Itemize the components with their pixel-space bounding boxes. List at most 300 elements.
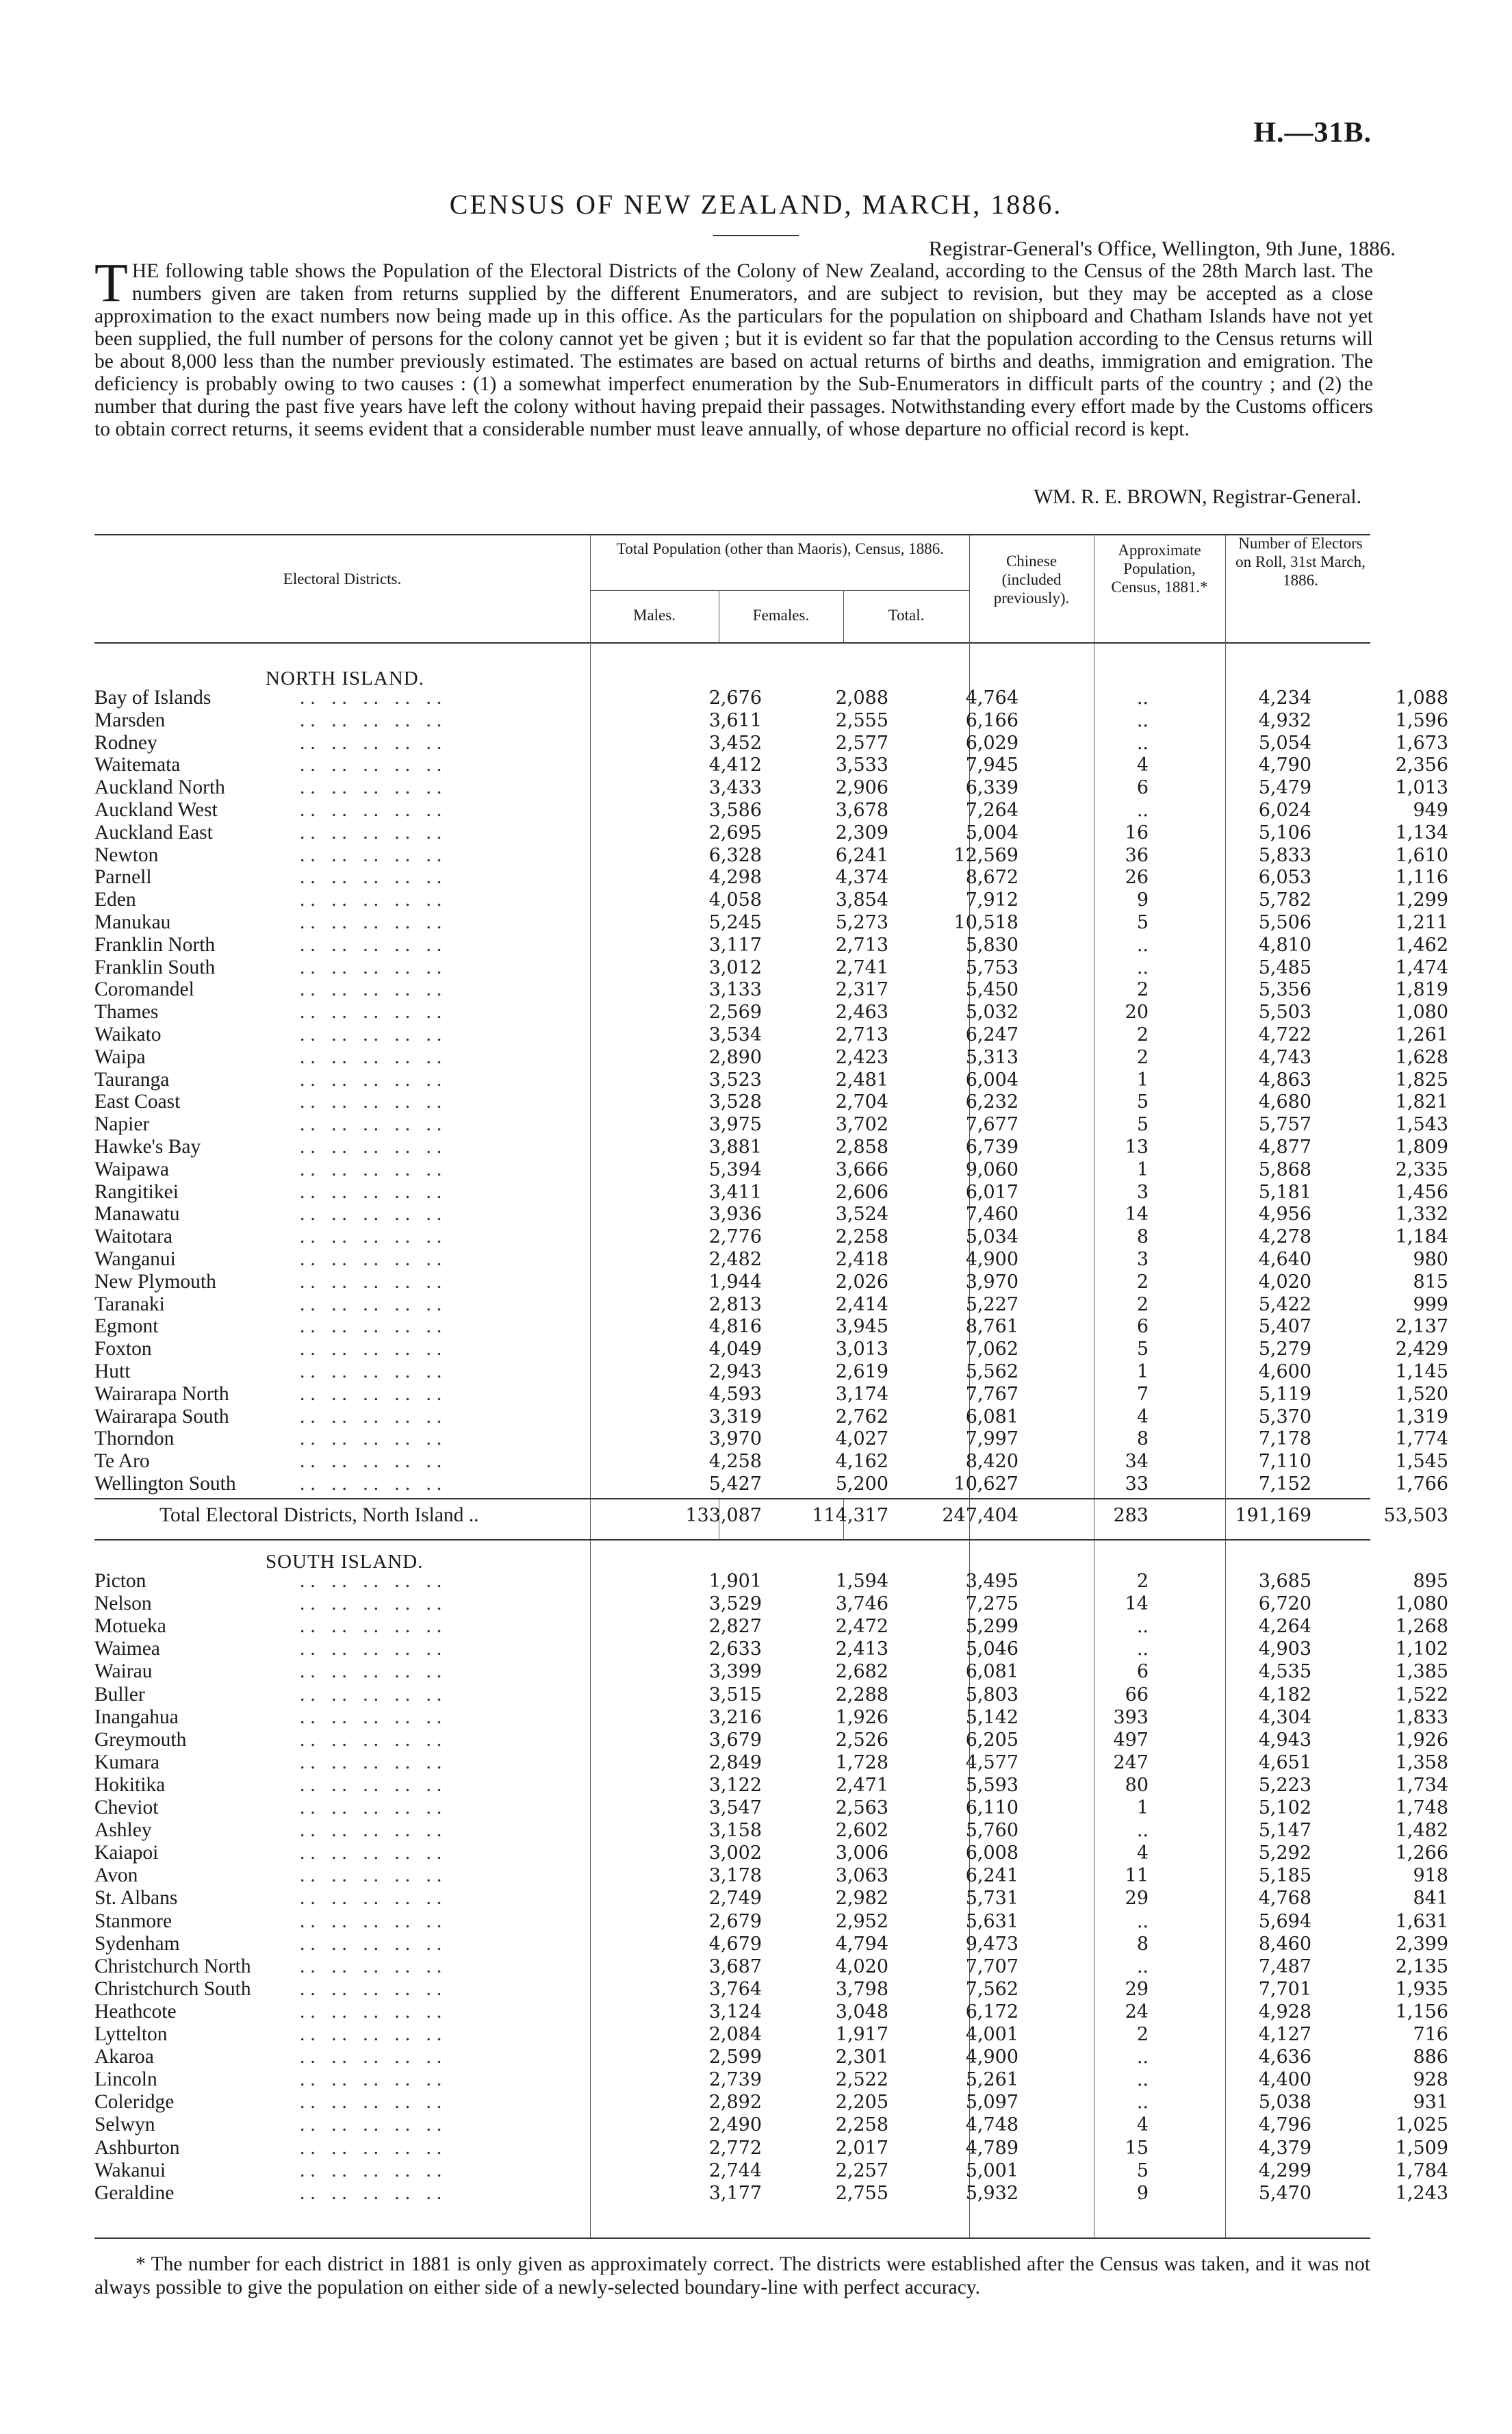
leader-dots: .. .. .. .. .. (300, 1977, 448, 2000)
approx-1881: 5,119 (1258, 1383, 1311, 1405)
table-row (94, 2091, 1448, 2114)
district-name: Hutt (94, 1360, 131, 1382)
leader-dots: .. .. .. .. .. (300, 776, 448, 799)
females: 2,418 (835, 1249, 888, 1270)
chinese: 2 (1136, 1571, 1149, 1592)
males: 3,970 (708, 1428, 762, 1450)
header-males: Males. (633, 607, 676, 624)
females: 2,555 (835, 709, 888, 731)
males: 3,122 (708, 1774, 762, 1796)
district-name: Newton (94, 844, 159, 866)
males: 2,776 (708, 1226, 762, 1248)
males: 3,452 (708, 732, 762, 754)
chinese: 6 (1136, 777, 1149, 799)
leader-dots: .. .. .. .. .. (300, 1955, 448, 1977)
chinese: .. (1136, 2092, 1149, 2114)
electors: 1,088 (1395, 687, 1448, 709)
males: 2,739 (708, 2069, 762, 2091)
chinese: 4 (1136, 1842, 1149, 1864)
electors: 1,545 (1395, 1451, 1448, 1473)
chinese: .. (1136, 732, 1149, 754)
females: 2,704 (835, 1091, 888, 1113)
males: 2,695 (708, 822, 762, 844)
females: 2,522 (835, 2069, 888, 2091)
total: 9,060 (965, 1158, 1018, 1180)
females: 2,563 (835, 1797, 888, 1818)
district-name: Stanmore (94, 1910, 172, 1932)
total: 6,004 (965, 1069, 1018, 1091)
district-name: Geraldine (94, 2181, 175, 2204)
females: 2,606 (835, 1181, 888, 1203)
electors: 1,102 (1395, 1638, 1448, 1660)
females: 1,728 (835, 1751, 888, 1773)
table-row (94, 844, 1448, 867)
males: 3,529 (708, 1593, 762, 1615)
males: 4,049 (708, 1339, 762, 1360)
table-row (94, 1203, 1448, 1226)
header-total: Total. (888, 607, 925, 624)
total: 6,017 (965, 1181, 1018, 1203)
table-row (94, 1293, 1448, 1316)
males: 3,433 (708, 777, 762, 799)
total: 6,232 (965, 1091, 1018, 1113)
females: 2,309 (835, 822, 888, 844)
approx-1881: 4,535 (1258, 1661, 1311, 1683)
total: 7,767 (965, 1383, 1018, 1405)
district-name: Manawatu (94, 1203, 180, 1226)
leader-dots: .. .. .. .. .. (300, 1270, 448, 1293)
females: 2,741 (835, 956, 888, 978)
electors: 1,184 (1395, 1226, 1448, 1248)
chinese: 1 (1136, 1158, 1149, 1180)
electors: 931 (1413, 2092, 1448, 2114)
total-females: 114,317 (812, 1505, 888, 1526)
electors: 2,399 (1395, 1933, 1448, 1955)
females: 2,414 (835, 1293, 888, 1315)
total: 5,932 (965, 2182, 1018, 2204)
leader-dots: .. .. .. .. .. (300, 1570, 448, 1592)
total: 5,046 (965, 1638, 1018, 1660)
males: 3,534 (708, 1024, 762, 1045)
table-row (94, 2136, 1448, 2159)
total-label: Total Electoral Districts, North Island .. (159, 1504, 479, 1526)
district-name: Motueka (94, 1615, 166, 1638)
males: 3,528 (708, 1091, 762, 1113)
approx-1881: 4,600 (1258, 1361, 1311, 1382)
table-row (94, 731, 1448, 755)
chinese: 4 (1136, 755, 1149, 776)
total: 7,275 (965, 1593, 1018, 1615)
approx-1881: 4,127 (1258, 2024, 1311, 2045)
electors: 980 (1413, 1249, 1448, 1270)
table-row (94, 1113, 1448, 1136)
females: 4,794 (835, 1933, 888, 1955)
males: 4,412 (708, 755, 762, 776)
district-name: Waimea (94, 1638, 160, 1660)
table-row (94, 933, 1448, 956)
leader-dots: .. .. .. .. .. (300, 1683, 448, 1706)
approx-1881: 7,152 (1258, 1473, 1311, 1495)
males: 2,084 (708, 2024, 762, 2045)
district-name: Napier (94, 1113, 150, 1136)
females: 3,048 (835, 2001, 888, 2023)
district-name: Marsden (94, 709, 166, 731)
table-row (94, 1450, 1448, 1473)
table-row (94, 1001, 1448, 1024)
approx-1881: 5,506 (1258, 912, 1311, 933)
electors: 928 (1413, 2069, 1448, 2091)
leader-dots: .. .. .. .. .. (300, 844, 448, 866)
females: 2,413 (835, 1638, 888, 1660)
electors: 1,134 (1395, 822, 1448, 844)
approx-1881: 4,722 (1258, 1024, 1311, 1045)
leader-dots: .. .. .. .. .. (300, 1315, 448, 1338)
approx-1881: 5,782 (1258, 889, 1311, 911)
district-name: Te Aro (94, 1450, 150, 1473)
total: 6,172 (965, 2001, 1018, 2023)
males: 2,676 (708, 687, 762, 709)
approx-1881: 4,278 (1258, 1226, 1311, 1248)
district-name: Wakanui (94, 2159, 166, 2181)
females: 2,906 (835, 777, 888, 799)
females: 2,619 (835, 1361, 888, 1382)
chinese: 2 (1136, 979, 1149, 1001)
total: 4,577 (965, 1751, 1018, 1773)
females: 2,713 (835, 1024, 888, 1045)
leader-dots: .. .. .. .. .. (300, 1638, 448, 1660)
males: 3,216 (708, 1706, 762, 1728)
approx-1881: 5,694 (1258, 1910, 1311, 1932)
electors: 1,243 (1395, 2182, 1448, 2204)
district-name: Christchurch South (94, 1977, 251, 2000)
leader-dots: .. .. .. .. .. (300, 2068, 448, 2091)
males: 3,399 (708, 1661, 762, 1683)
females: 2,762 (835, 1406, 888, 1428)
approx-1881: 4,877 (1258, 1137, 1311, 1158)
males: 4,058 (708, 889, 762, 911)
table-row (94, 1910, 1448, 1933)
total: 7,912 (965, 889, 1018, 911)
electors: 2,135 (1395, 1955, 1448, 1977)
approx-1881: 4,790 (1258, 755, 1311, 776)
total: 5,450 (965, 979, 1018, 1001)
total: 5,562 (965, 1361, 1018, 1382)
chinese: 7 (1136, 1383, 1149, 1405)
males: 3,687 (708, 1955, 762, 1977)
table-row (94, 2023, 1448, 2046)
approx-1881: 7,178 (1258, 1428, 1311, 1450)
electors: 1,734 (1395, 1774, 1448, 1796)
approx-1881: 5,503 (1258, 1002, 1311, 1024)
district-name: Franklin North (94, 933, 216, 956)
females: 5,273 (835, 912, 888, 933)
females: 3,524 (835, 1204, 888, 1226)
males: 2,892 (708, 2092, 762, 2114)
chinese: 11 (1125, 1865, 1149, 1887)
footnote: * The number for each district in 1881 is only given as approximately correct. The districts were established after the Census was taken, and it was not always possible to give the population on either side of a newly-selected boundary-line with perfect accuracy. (94, 2253, 1370, 2298)
header-females: Females. (752, 607, 810, 624)
leader-dots: .. .. .. .. .. (300, 978, 448, 1001)
table-row (94, 1360, 1448, 1383)
total: 5,830 (965, 934, 1018, 956)
table-row (94, 687, 1448, 709)
females: 4,162 (835, 1451, 888, 1473)
district-name: Auckland North (94, 776, 225, 799)
total: 5,032 (965, 1002, 1018, 1024)
chinese: .. (1136, 2069, 1149, 2091)
approx-1881: 4,810 (1258, 934, 1311, 956)
district-name: Waitemata (94, 754, 181, 776)
table-row (94, 1248, 1448, 1271)
approx-1881: 4,636 (1258, 2046, 1311, 2068)
leader-dots: .. .. .. .. .. (300, 821, 448, 844)
males: 3,936 (708, 1204, 762, 1226)
leader-dots: .. .. .. .. .. (300, 1473, 448, 1495)
table-row (94, 1024, 1448, 1046)
leader-dots: .. .. .. .. .. (300, 1113, 448, 1136)
total-electors: 53,503 (1383, 1505, 1448, 1526)
females: 2,481 (835, 1069, 888, 1091)
females: 3,702 (835, 1114, 888, 1136)
electors: 1,145 (1395, 1361, 1448, 1382)
leader-dots: .. .. .. .. .. (300, 1660, 448, 1683)
chinese: 1 (1136, 1797, 1149, 1818)
males: 3,611 (708, 709, 762, 731)
district-name: Sydenham (94, 1932, 180, 1955)
table-bottom-rule (94, 2237, 1370, 2239)
electors: 716 (1413, 2024, 1448, 2045)
leader-dots: .. .. .. .. .. (300, 1068, 448, 1091)
table-row (94, 1473, 1448, 1495)
district-name: Inangahua (94, 1706, 179, 1728)
table-row (94, 1977, 1448, 2001)
electors: 1,080 (1395, 1593, 1448, 1615)
approx-1881: 4,796 (1258, 2114, 1311, 2136)
table-row (94, 2000, 1448, 2023)
leader-dots: .. .. .. .. .. (300, 754, 448, 776)
total-males: 133,087 (685, 1505, 762, 1526)
district-name: Hawke's Bay (94, 1136, 201, 1158)
females: 3,678 (835, 800, 888, 821)
electors: 895 (1413, 1571, 1448, 1592)
total: 5,142 (965, 1706, 1018, 1728)
header-districts: Electoral Districts. (283, 570, 402, 587)
electors: 1,156 (1395, 2001, 1448, 2023)
approx-1881: 5,868 (1258, 1158, 1311, 1180)
total: 5,001 (965, 2159, 1018, 2181)
chinese: 6 (1136, 1316, 1149, 1338)
chinese: 2 (1136, 1046, 1149, 1068)
electors: 1,456 (1395, 1181, 1448, 1203)
females: 3,174 (835, 1383, 888, 1405)
district-name: Christchurch North (94, 1955, 251, 1977)
district-name: Buller (94, 1683, 145, 1706)
electors: 2,137 (1395, 1316, 1448, 1338)
leader-dots: .. .. .. .. .. (300, 2091, 448, 2114)
district-name: Franklin South (94, 956, 216, 978)
approx-1881: 4,264 (1258, 1616, 1311, 1638)
electors: 1,482 (1395, 1820, 1448, 1842)
north-total-top-rule (94, 1498, 1370, 1499)
leader-dots: .. .. .. .. .. (300, 889, 448, 911)
chinese: .. (1136, 1910, 1149, 1932)
electors: 918 (1413, 1865, 1448, 1887)
table-row (94, 799, 1448, 822)
leader-dots: .. .. .. .. .. (300, 911, 448, 933)
females: 2,258 (835, 2114, 888, 2136)
electors: 1,385 (1395, 1661, 1448, 1683)
chinese: .. (1136, 800, 1149, 821)
district-name: Wanganui (94, 1248, 176, 1270)
total: 5,753 (965, 956, 1018, 978)
chinese: 1 (1136, 1361, 1149, 1382)
district-name: Kaiapoi (94, 1842, 159, 1864)
district-name: Heathcote (94, 2000, 177, 2023)
chinese: .. (1136, 709, 1149, 731)
leader-dots: .. .. .. .. .. (300, 1819, 448, 1842)
approx-1881: 7,701 (1258, 1978, 1311, 2000)
males: 4,816 (708, 1316, 762, 1338)
females: 2,602 (835, 1820, 888, 1842)
females: 4,374 (835, 867, 888, 889)
electors: 1,774 (1395, 1428, 1448, 1450)
approx-1881: 5,038 (1258, 2092, 1311, 2114)
females: 2,952 (835, 1910, 888, 1932)
electors: 886 (1413, 2046, 1448, 2068)
electors: 1,266 (1395, 1842, 1448, 1864)
electors: 1,261 (1395, 1024, 1448, 1045)
electors: 1,332 (1395, 1204, 1448, 1226)
header-chinese: Chinese (included previously). (993, 553, 1070, 607)
chinese: .. (1136, 1820, 1149, 1842)
males: 4,679 (708, 1933, 762, 1955)
males: 3,124 (708, 2001, 762, 2023)
total: 6,205 (965, 1729, 1018, 1751)
total: 5,097 (965, 2092, 1018, 2114)
district-name: Selwyn (94, 2114, 155, 2136)
males: 3,881 (708, 1137, 762, 1158)
males: 3,764 (708, 1978, 762, 2000)
table-row (94, 1405, 1448, 1428)
leader-dots: .. .. .. .. .. (300, 1797, 448, 1818)
district-name: Waipa (94, 1045, 146, 1068)
males: 5,394 (708, 1158, 762, 1180)
total: 7,997 (965, 1428, 1018, 1450)
leader-dots: .. .. .. .. .. (300, 933, 448, 956)
total: 3,495 (965, 1571, 1018, 1592)
leader-dots: .. .. .. .. .. (300, 1001, 448, 1024)
chinese: 24 (1125, 2001, 1149, 2023)
table-row (94, 2159, 1448, 2182)
total: 5,760 (965, 1820, 1018, 1842)
district-name: Bay of Islands (94, 687, 212, 709)
district-name: Lyttelton (94, 2023, 168, 2045)
approx-1881: 6,720 (1258, 1593, 1311, 1615)
approx-1881: 5,102 (1258, 1797, 1311, 1818)
electors: 1,509 (1395, 2137, 1448, 2159)
table-row (94, 776, 1448, 799)
district-name: Kumara (94, 1751, 160, 1773)
chinese: 6 (1136, 1661, 1149, 1683)
table-row (94, 2068, 1448, 2091)
chinese: .. (1136, 1955, 1149, 1977)
approx-1881: 5,054 (1258, 732, 1311, 754)
district-name: Wairau (94, 1660, 153, 1683)
electors: 1,211 (1395, 912, 1448, 933)
approx-1881: 5,223 (1258, 1774, 1311, 1796)
electors: 1,474 (1395, 956, 1448, 978)
chinese: 14 (1125, 1204, 1149, 1226)
table-row (94, 1091, 1448, 1113)
total: 5,803 (965, 1684, 1018, 1706)
table-top-rule (94, 534, 1370, 535)
district-name: Rodney (94, 731, 157, 754)
electors: 999 (1413, 1293, 1448, 1315)
table-row (94, 1382, 1448, 1406)
leader-dots: .. .. .. .. .. (300, 1910, 448, 1932)
table-row (94, 821, 1448, 844)
total: 4,900 (965, 2046, 1018, 2068)
leader-dots: .. .. .. .. .. (300, 1887, 448, 1910)
district-name: Nelson (94, 1593, 152, 1615)
leader-dots: .. .. .. .. .. (300, 1045, 448, 1068)
females: 2,088 (835, 687, 888, 709)
electors: 1,610 (1395, 844, 1448, 866)
males: 3,319 (708, 1406, 762, 1428)
chinese: 9 (1136, 2182, 1149, 2204)
females: 2,288 (835, 1684, 888, 1706)
males: 3,002 (708, 1842, 762, 1864)
males: 1,944 (708, 1271, 762, 1293)
approx-1881: 5,470 (1258, 2182, 1311, 2204)
district-name: Rangitikei (94, 1180, 179, 1203)
approx-1881: 4,400 (1258, 2069, 1311, 2091)
approx-1881: 4,903 (1258, 1638, 1311, 1660)
chinese: 15 (1125, 2137, 1149, 2159)
males: 3,012 (708, 956, 762, 978)
table-row (94, 866, 1448, 889)
leader-dots: .. .. .. .. .. (300, 1360, 448, 1382)
chinese: .. (1136, 1616, 1149, 1638)
electors: 1,935 (1395, 1978, 1448, 2000)
table-row (94, 1706, 1448, 1729)
females: 1,594 (835, 1571, 888, 1592)
males: 2,569 (708, 1002, 762, 1024)
header-approx-population: Approximate Population, Census, 1881.* (1111, 542, 1208, 596)
males: 2,744 (708, 2159, 762, 2181)
table-row (94, 889, 1448, 911)
chinese: 26 (1125, 867, 1149, 889)
table-row (94, 2046, 1448, 2068)
leader-dots: .. .. .. .. .. (300, 2114, 448, 2136)
chinese: 4 (1136, 1406, 1149, 1428)
district-name: Greymouth (94, 1728, 187, 1751)
chinese: 2 (1136, 1293, 1149, 1315)
leader-dots: .. .. .. .. .. (300, 1593, 448, 1615)
females: 3,798 (835, 1978, 888, 2000)
north-island-total-row (94, 1504, 1448, 1527)
approx-1881: 5,279 (1258, 1339, 1311, 1360)
females: 2,755 (835, 2182, 888, 2204)
leader-dots: .. .. .. .. .. (300, 687, 448, 709)
leader-dots: .. .. .. .. .. (300, 2023, 448, 2045)
total: 6,110 (965, 1797, 1018, 1818)
females: 2,026 (835, 1271, 888, 1293)
approx-1881: 5,833 (1258, 844, 1311, 866)
approx-1881: 6,053 (1258, 867, 1311, 889)
district-name: St. Albans (94, 1887, 178, 1910)
table-row (94, 1315, 1448, 1338)
